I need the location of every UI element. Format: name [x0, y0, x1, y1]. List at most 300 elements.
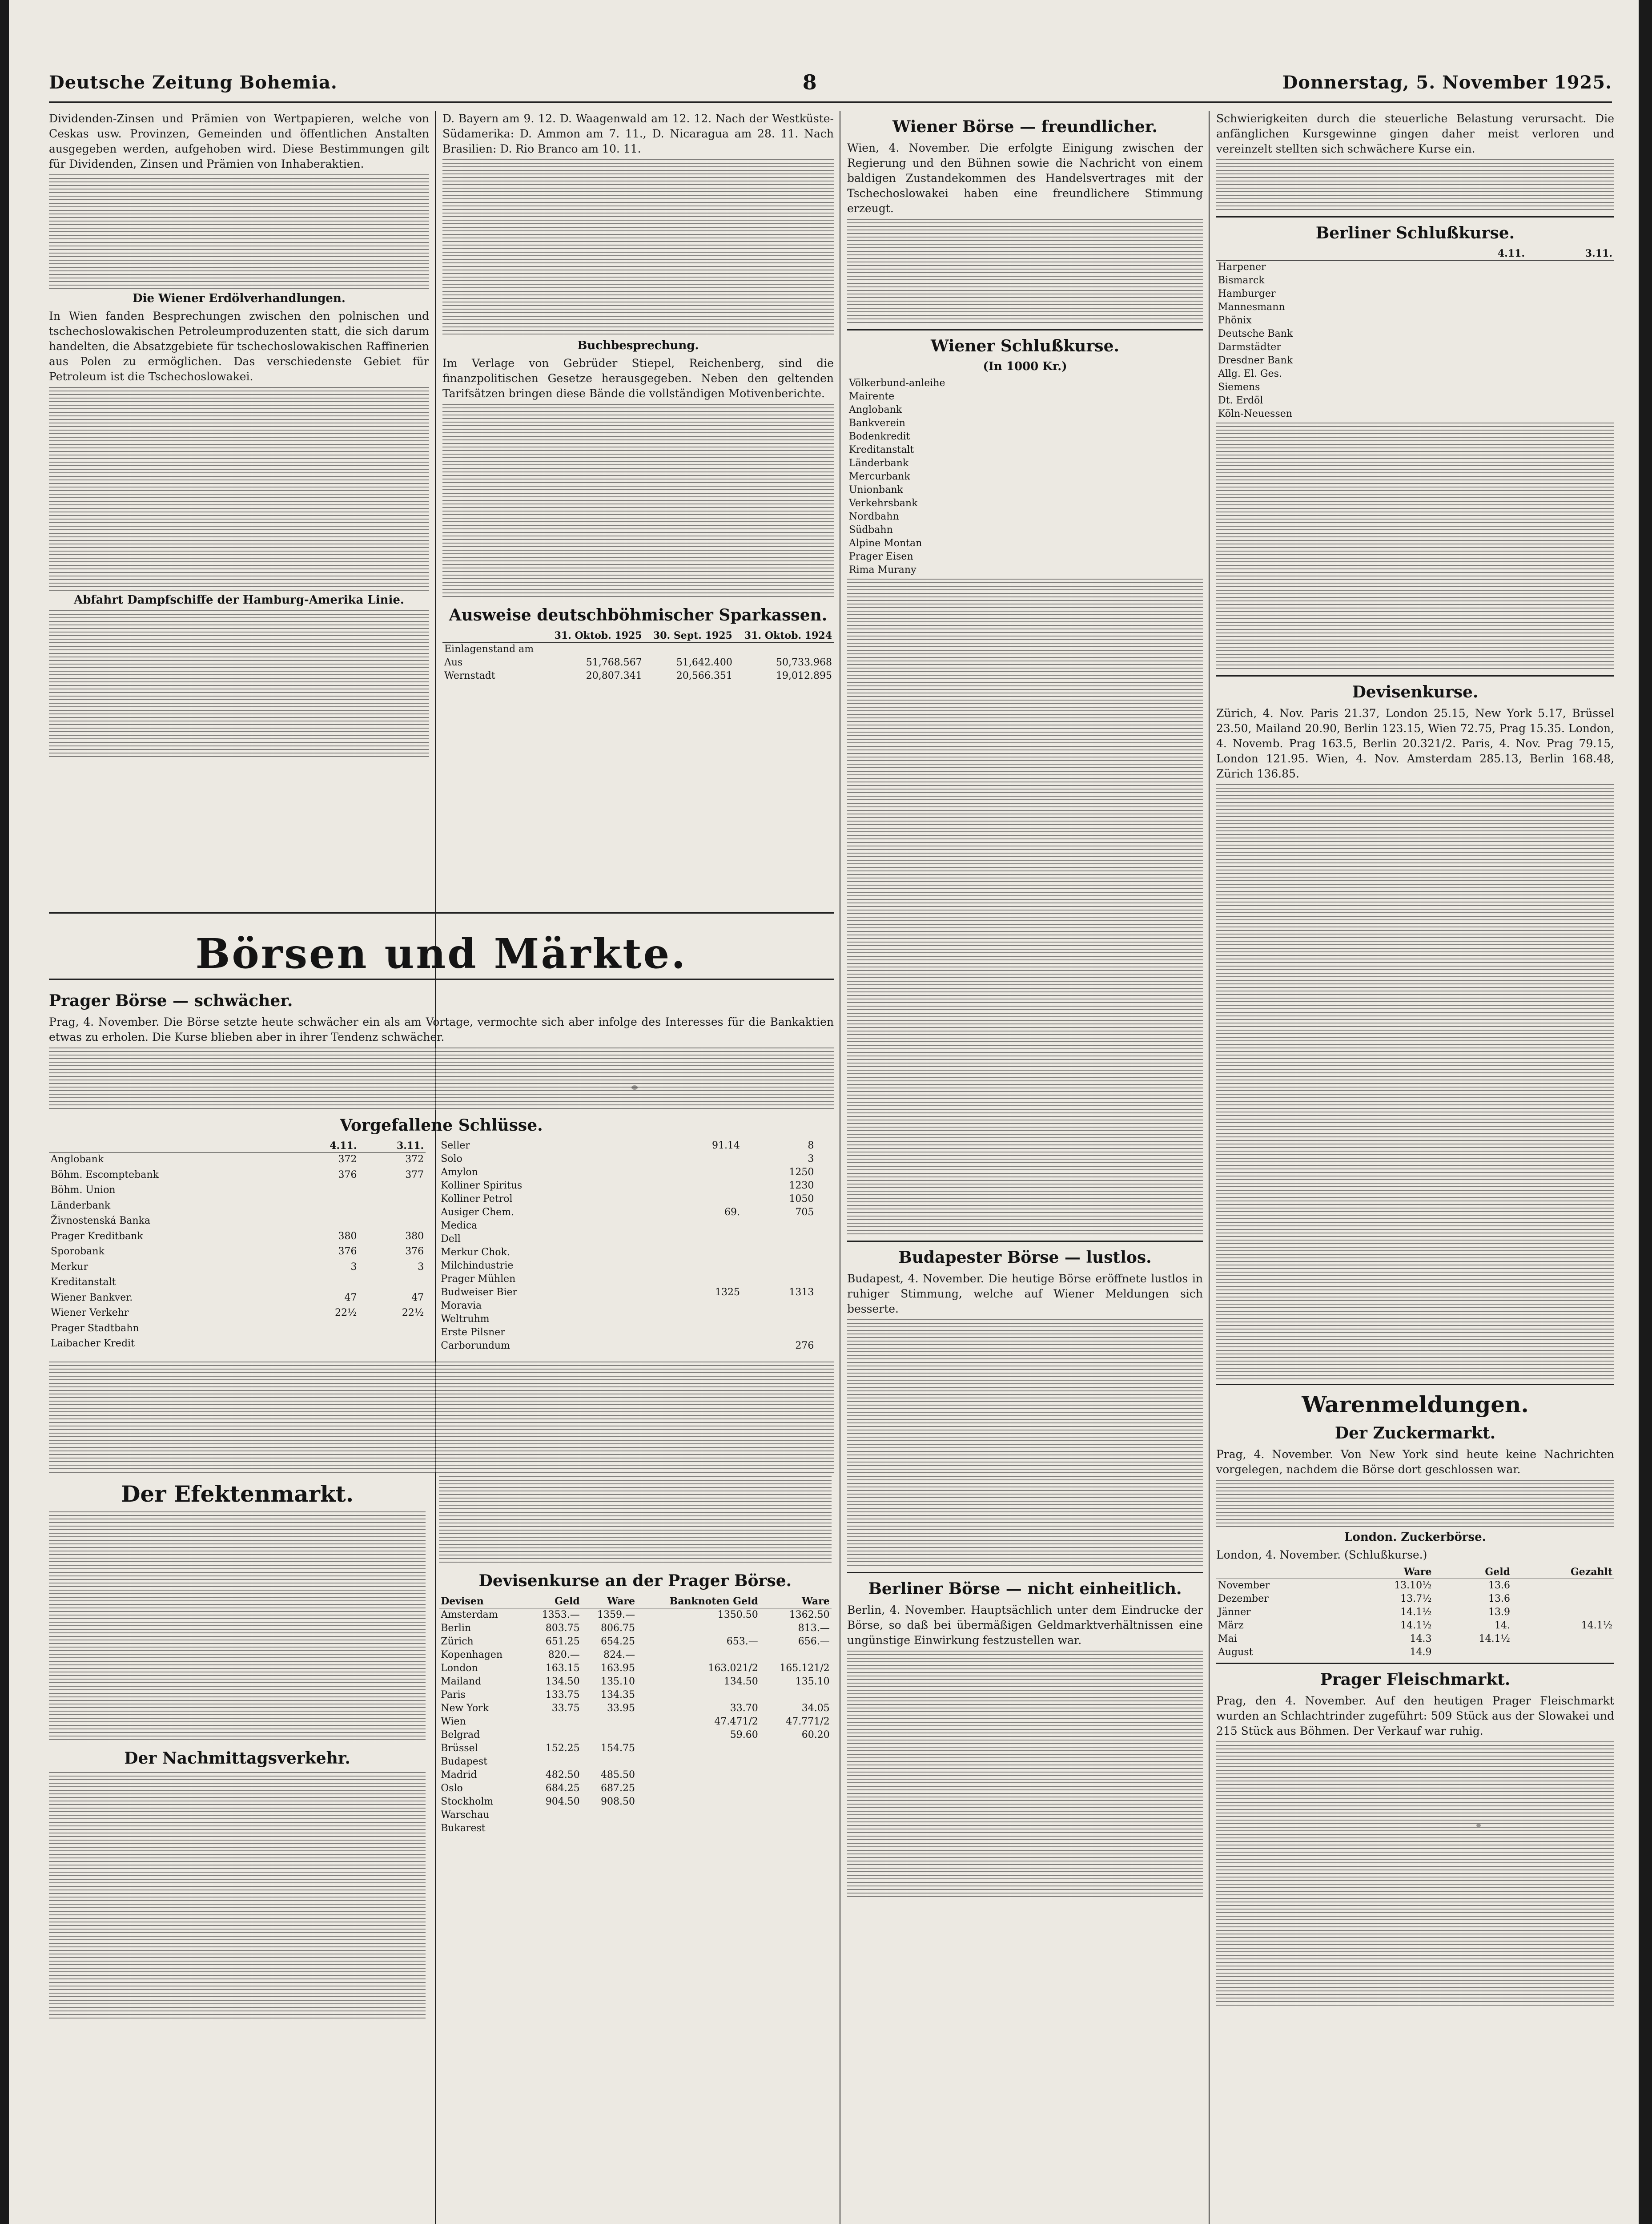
cell: 34.05 [801, 1703, 830, 1714]
cell: Sporobank [51, 1246, 105, 1257]
col4-intro: Schwierigkeiten durch die steuerliche Belastung verursacht. Die anfänglichen Kursgewinne gingen daher meist verloren und vereinzelt stellten sich schwächere Kurse ein. [1216, 112, 1614, 155]
forex-text: Zürich, 4. Nov. Paris 21.37, London 25.15, New York 5.17, Brüssel 23.50, Mailand 20.90, Berlin 123.15, Wien 72.75, Prag 15.35. London, 4. Novemb. Prag 163.5, Berlin 20.321/2. Paris, 4. Nov. Prag 79.15, London 121.95. Wien, 4. Nov. Amsterdam 285.13, Berlin 168.48, Zürich 136.85. [1216, 707, 1614, 780]
cell [527, 1809, 582, 1822]
col2-intro: D. Bayern am 9. 12. D. Waagenwald am 12. 12. Nach der Westküste-Südamerika: D. Ammon am 7. 11., D. Nicaragua am 28. 11. Nach Brasilien: D. Rio Branco am 10. 11. [442, 112, 834, 155]
cell: 820.— [548, 1649, 580, 1660]
cell: 1362.50 [789, 1609, 830, 1620]
cell [1179, 524, 1191, 537]
cell [742, 1246, 816, 1259]
lower-columns [49, 1475, 834, 2023]
table-row [1216, 261, 1614, 274]
table-row [1216, 1632, 1614, 1646]
col-head: 30. Sept. 1925 [644, 629, 734, 643]
table-row [439, 1782, 832, 1795]
cell [359, 1276, 426, 1291]
cell [582, 1822, 637, 1835]
forex-head: Devisenkurse. [1352, 683, 1479, 701]
lower-left [49, 1475, 426, 2023]
cell: Anglobank [849, 404, 902, 415]
col1-section-1-head: Die Wiener Erdölverhandlungen. [133, 292, 346, 305]
cell: 380 [405, 1230, 424, 1242]
cell [644, 643, 734, 657]
cell [582, 1715, 637, 1728]
text-block [847, 579, 1203, 1237]
cell [544, 643, 644, 657]
cell: Budapest [441, 1756, 487, 1767]
cell [1439, 341, 1527, 354]
table-row [439, 1635, 832, 1648]
col2-section-1-head: Buchbesprechung. [577, 339, 699, 352]
cell: Prager Stadtbahn [51, 1322, 139, 1334]
vienna-rates-table [847, 377, 1203, 577]
cell [1179, 470, 1191, 483]
cell: 152.25 [545, 1743, 580, 1754]
cell [1179, 443, 1191, 457]
table-row [439, 1299, 816, 1313]
prague-head: Prager Börse — schwächer. [49, 991, 293, 1010]
cell: Jänner [1218, 1607, 1251, 1618]
table-row [847, 564, 1203, 577]
cell [637, 1769, 760, 1782]
cell [637, 1755, 760, 1769]
column-rule-3 [1209, 111, 1210, 2224]
cell: 13.7½ [1400, 1593, 1432, 1604]
closings-head: Vorgefallene Schlüsse. [340, 1116, 543, 1135]
col-head: Gezahlt [1512, 1565, 1614, 1579]
cell: Bukarest [441, 1823, 486, 1834]
text-block [1216, 784, 1614, 1380]
text-block [1216, 1480, 1614, 1529]
table-row [49, 1322, 426, 1338]
cell [582, 1809, 637, 1822]
text-block [49, 610, 429, 757]
cell [660, 1273, 742, 1286]
masthead-left: Deutsche Zeitung Bohemia. [49, 72, 338, 93]
col-head: 4.11. [1439, 247, 1527, 261]
cell: 20,807.341 [586, 670, 642, 681]
berlin-rates-head: Berliner Schlußkurse. [1315, 224, 1515, 242]
col2-savings-head: Ausweise deutschböhmischer Sparkassen. [449, 606, 828, 624]
cell: Deutsche Bank [1218, 328, 1293, 339]
col1-shipping-head: Abfahrt Dampfschiffe der Hamburg-Amerika Linie. [74, 593, 404, 607]
text-block [442, 159, 834, 337]
cell: 1359.— [597, 1609, 635, 1620]
cell [660, 1299, 742, 1313]
cell: 133.75 [545, 1689, 580, 1700]
cell: Völkerbund-anleihe [849, 378, 945, 389]
cell [1527, 354, 1614, 367]
cell: Prager Eisen [849, 551, 913, 562]
cell: Nordbahn [849, 511, 899, 522]
cell: Bodenkredit [849, 431, 910, 442]
cell [760, 1742, 832, 1755]
vienna-text: Wien, 4. November. Die erfolgte Einigung zwischen der Regierung und den Bühnen sowie die Nachricht von einem baldigen Zustandekommen des Handelsvertrages mit der Tschechoslowakei haben eine freundlichere Stimmung erzeugt. [847, 141, 1203, 215]
cell [742, 1233, 816, 1246]
cell: Brüssel [441, 1743, 478, 1754]
cell [292, 1214, 359, 1230]
column-3 [847, 111, 1203, 2224]
commodity-head: Warenmeldungen. [1302, 1391, 1529, 1418]
table-row [439, 1139, 816, 1152]
cell: Madrid [441, 1769, 477, 1781]
cell [1179, 377, 1191, 390]
col-head: Ware [582, 1595, 637, 1608]
cell: Solo [441, 1153, 462, 1164]
devisen-prague-table [439, 1595, 832, 1835]
cell: Dezember [1218, 1593, 1269, 1604]
cell [1439, 301, 1527, 314]
cell [1191, 403, 1203, 417]
cell [1179, 510, 1191, 524]
cell: Prager Mühlen [441, 1273, 516, 1285]
cell [359, 1337, 426, 1353]
cell: Allg. El. Ges. [1218, 368, 1282, 379]
cell [1191, 417, 1203, 430]
table-row [1216, 394, 1614, 407]
masthead-right: Donnerstag, 5. November 1925. [1282, 72, 1612, 93]
cell [1191, 377, 1203, 390]
cell: 51,768.567 [586, 657, 642, 668]
cell: 813.— [798, 1623, 830, 1634]
cell: Wiener Bankver. [51, 1292, 133, 1303]
col-head: Geld [527, 1595, 582, 1608]
cell [660, 1166, 742, 1179]
cell: Länderbank [51, 1200, 111, 1211]
boersen-body [49, 985, 834, 2224]
cell [359, 1214, 426, 1230]
speck [1476, 1824, 1481, 1827]
cell [1191, 537, 1203, 550]
cell: Budweiser Bier [441, 1287, 518, 1298]
table-row [439, 1152, 816, 1166]
cell [1179, 457, 1191, 470]
col-head [1216, 247, 1439, 261]
table-row [49, 1153, 426, 1168]
cell [1439, 354, 1527, 367]
cell [1527, 394, 1614, 407]
cell: 51,642.400 [676, 657, 732, 668]
cell: Seller [441, 1140, 470, 1151]
cell: März [1218, 1620, 1244, 1631]
cell: Kreditanstalt [849, 444, 914, 455]
page-number: 8 [802, 70, 817, 94]
table-row [439, 1339, 816, 1353]
cell: 47.771/2 [786, 1716, 830, 1727]
cell: Einlagenstand am [444, 644, 534, 655]
cell [582, 1728, 637, 1742]
cell: 50,733.968 [776, 657, 832, 668]
cell: 656.— [798, 1636, 830, 1647]
cell [660, 1259, 742, 1273]
cell: 134.50 [724, 1676, 758, 1687]
table-row [49, 1261, 426, 1276]
cell [760, 1769, 832, 1782]
cell [1439, 261, 1527, 274]
masthead [49, 67, 1612, 98]
cell [660, 1193, 742, 1206]
col1-section-1-text: In Wien fanden Besprechungen zwischen den polnischen und tschechoslowakischen Petroleumproduzenten statt, die sich darum handelten, die Absatzgebiete für tschechoslowakischen Raffinerien aus Polen zu ermöglichen. Das verschiedenste Gebiet für Petroleum ist die Tschechoslowakei. [49, 310, 429, 383]
cell [1191, 457, 1203, 470]
cell: London [441, 1663, 478, 1674]
cell [582, 1755, 637, 1769]
table-row [1216, 367, 1614, 381]
cell: 14.3 [1410, 1633, 1432, 1644]
cell: 47 [344, 1292, 357, 1303]
cell: 8 [808, 1140, 814, 1151]
cell: 14.9 [1410, 1647, 1432, 1658]
table-row [49, 1245, 426, 1261]
cell [734, 643, 834, 657]
cell: 163.15 [545, 1663, 580, 1674]
cell: Erste Pilsner [441, 1327, 505, 1338]
cell [1527, 287, 1614, 301]
cell: 134.50 [545, 1676, 580, 1687]
cell: 33.95 [607, 1703, 635, 1714]
cell: Wien [441, 1716, 466, 1727]
cell: November [1218, 1580, 1270, 1591]
table-row [847, 550, 1203, 564]
text-block [847, 1651, 1203, 1900]
cell [660, 1313, 742, 1326]
cell: 376 [405, 1246, 424, 1257]
col-head: 4.11. [292, 1139, 359, 1153]
table-row [49, 1306, 426, 1322]
cell: Amylon [441, 1167, 478, 1178]
cell [1191, 497, 1203, 510]
cell: Mai [1218, 1633, 1237, 1644]
table-row [439, 1822, 832, 1835]
cell [1527, 381, 1614, 394]
table-row [847, 390, 1203, 403]
cell: Živnostenská Banka [51, 1215, 151, 1227]
lower-right [439, 1475, 832, 2023]
text-block [49, 1048, 834, 1110]
cell [1191, 470, 1203, 483]
cell [1179, 430, 1191, 443]
cell: 803.75 [545, 1623, 580, 1634]
table-row [847, 510, 1203, 524]
divider [1216, 1663, 1614, 1664]
cell: Mannesmann [1218, 302, 1285, 313]
cell: 651.25 [545, 1636, 580, 1647]
table-row [847, 524, 1203, 537]
cell: Böhm. Union [51, 1185, 116, 1196]
cell: Dresdner Bank [1218, 355, 1293, 366]
cell: 14.1½ [1581, 1620, 1612, 1631]
cell [1512, 1646, 1614, 1659]
col-head: 3.11. [1527, 247, 1614, 261]
cell [1191, 550, 1203, 564]
budapest-head: Budapester Börse — lustlos. [898, 1248, 1152, 1267]
cell: Mairente [849, 391, 895, 402]
cell [637, 1822, 760, 1835]
cell: 14. [1494, 1620, 1510, 1631]
cell: Prager Kreditbank [51, 1230, 143, 1242]
text-block [49, 1511, 426, 1743]
cell: 276 [795, 1340, 814, 1351]
table-row [1216, 1646, 1614, 1659]
col-head: Ware [760, 1595, 832, 1608]
cell: Merkur [51, 1261, 88, 1273]
cell [292, 1322, 359, 1338]
table-row [439, 1769, 832, 1782]
col-head: 3.11. [359, 1139, 426, 1153]
cell: 824.— [603, 1649, 635, 1660]
cell: 1250 [789, 1167, 814, 1178]
cell: 13.6 [1488, 1593, 1510, 1604]
col-head: 31. Oktob. 1925 [544, 629, 644, 643]
cell: Verkehrsbank [849, 498, 918, 509]
cell [1527, 301, 1614, 314]
table-row [439, 1206, 816, 1219]
table-row [439, 1675, 832, 1688]
text-block [49, 387, 429, 592]
col-head: Geld [1433, 1565, 1511, 1579]
table-row [1216, 1619, 1614, 1632]
cell [292, 1337, 359, 1353]
cell [359, 1199, 426, 1215]
text-block [1216, 159, 1614, 213]
cell [1179, 403, 1191, 417]
cell [637, 1648, 760, 1662]
cell: New York [441, 1703, 489, 1714]
table-row [439, 1755, 832, 1769]
cell: Merkur Chok. [441, 1247, 510, 1258]
cell: 163.95 [601, 1663, 635, 1674]
table-row [439, 1662, 832, 1675]
cell: 3 [418, 1261, 424, 1273]
table-row [49, 1291, 426, 1307]
cell [1512, 1632, 1614, 1646]
cell [359, 1322, 426, 1338]
cell: 806.75 [601, 1623, 635, 1634]
text-block [442, 404, 834, 600]
text-block [1216, 423, 1614, 672]
cell: 20,566.351 [676, 670, 732, 681]
cell [527, 1822, 582, 1835]
boersen-maerkte-head: Börsen und Märkte. [195, 930, 687, 978]
cell [660, 1219, 742, 1233]
table-row [439, 1795, 832, 1809]
cell: Südbahn [849, 524, 893, 536]
cell: Moravia [441, 1300, 482, 1311]
berlin-rates-table [1216, 247, 1614, 421]
cell [760, 1809, 832, 1822]
col2-section-1-text: Im Verlage von Gebrüder Stiepel, Reichenberg, sind die finanzpolitischen Gesetze herausgegeben. Neben den geltenden Tarifsätzen bringen diese Bände die vollständigen Motivenberichte. [442, 357, 834, 400]
cell: 1350.50 [717, 1609, 758, 1620]
table-row [439, 1622, 832, 1635]
cell [637, 1809, 760, 1822]
sugar-london-text: London, 4. November. (Schlußkurse.) [1216, 1548, 1427, 1561]
cell [660, 1339, 742, 1353]
cell: Darmstädter [1218, 342, 1281, 353]
table-row [847, 497, 1203, 510]
cell: 47 [411, 1292, 424, 1303]
cell [1191, 430, 1203, 443]
cell [1179, 417, 1191, 430]
cell: 3 [808, 1153, 814, 1164]
cell [660, 1179, 742, 1193]
section-rule [49, 912, 834, 914]
column-4 [1216, 111, 1614, 2224]
cell: 14.1½ [1400, 1607, 1432, 1618]
table-row [439, 1648, 832, 1662]
cell: 380 [338, 1230, 357, 1242]
cell: Böhm. Escomptebank [51, 1169, 159, 1180]
table-row [49, 1337, 426, 1353]
cell [527, 1728, 582, 1742]
cell [742, 1219, 816, 1233]
devisen-prague-head: Devisenkurse an der Prager Börse. [478, 1571, 792, 1590]
col-head: Banknoten Geld [637, 1595, 760, 1608]
savings-table [442, 629, 834, 683]
cell [742, 1273, 816, 1286]
cell [527, 1715, 582, 1728]
cell: 908.50 [601, 1796, 635, 1807]
cell: 19,012.895 [776, 670, 832, 681]
cell: Kolliner Spiritus [441, 1180, 523, 1191]
cell [637, 1688, 760, 1702]
cell: Amsterdam [441, 1609, 498, 1620]
cell: 33.75 [551, 1703, 580, 1714]
cell: Siemens [1218, 382, 1260, 393]
text-block [847, 1319, 1203, 1568]
table-row [847, 470, 1203, 483]
cell [1191, 443, 1203, 457]
table-row [847, 417, 1203, 430]
cell: Mailand [441, 1676, 482, 1687]
cell: 154.75 [601, 1743, 635, 1754]
cell: 69. [724, 1207, 740, 1218]
divider [847, 1241, 1203, 1242]
cell [1191, 510, 1203, 524]
table-row [1216, 287, 1614, 301]
cell: Bankverein [849, 418, 905, 429]
cell [1439, 407, 1527, 421]
cell [742, 1299, 816, 1313]
table-row [1216, 1592, 1614, 1606]
meat-head: Prager Fleischmarkt. [1320, 1670, 1511, 1689]
cell [292, 1276, 359, 1291]
cell: August [1218, 1647, 1253, 1658]
newspaper-page [9, 0, 1639, 2224]
cell [637, 1795, 760, 1809]
table-row [442, 669, 834, 683]
cell: Oslo [441, 1783, 463, 1794]
cell: 1353.— [542, 1609, 580, 1620]
cell [1527, 327, 1614, 341]
table-row [1216, 407, 1614, 421]
table-row [1216, 274, 1614, 287]
cell [637, 1742, 760, 1755]
cell: Rima Murany [849, 564, 916, 576]
cell: 654.25 [601, 1636, 635, 1647]
table-row [847, 403, 1203, 417]
table-row [439, 1246, 816, 1259]
cell [1439, 367, 1527, 381]
table-row [49, 1230, 426, 1245]
sugar-table [1216, 1565, 1614, 1659]
meat-text: Prag, den 4. November. Auf den heutigen Prager Fleischmarkt wurden an Schlachtrinder zugeführt: 509 Stück aus der Slowakei und 215 Stück aus Böhmen. Der Verkauf war ruhig. [1216, 1694, 1614, 1737]
table-row [439, 1259, 816, 1273]
cell [1512, 1606, 1614, 1619]
cell [1439, 381, 1527, 394]
cell: 377 [405, 1169, 424, 1180]
cell [1439, 287, 1527, 301]
cell: Ausiger Chem. [441, 1207, 514, 1218]
cell: 653.— [726, 1636, 758, 1647]
cell [760, 1688, 832, 1702]
